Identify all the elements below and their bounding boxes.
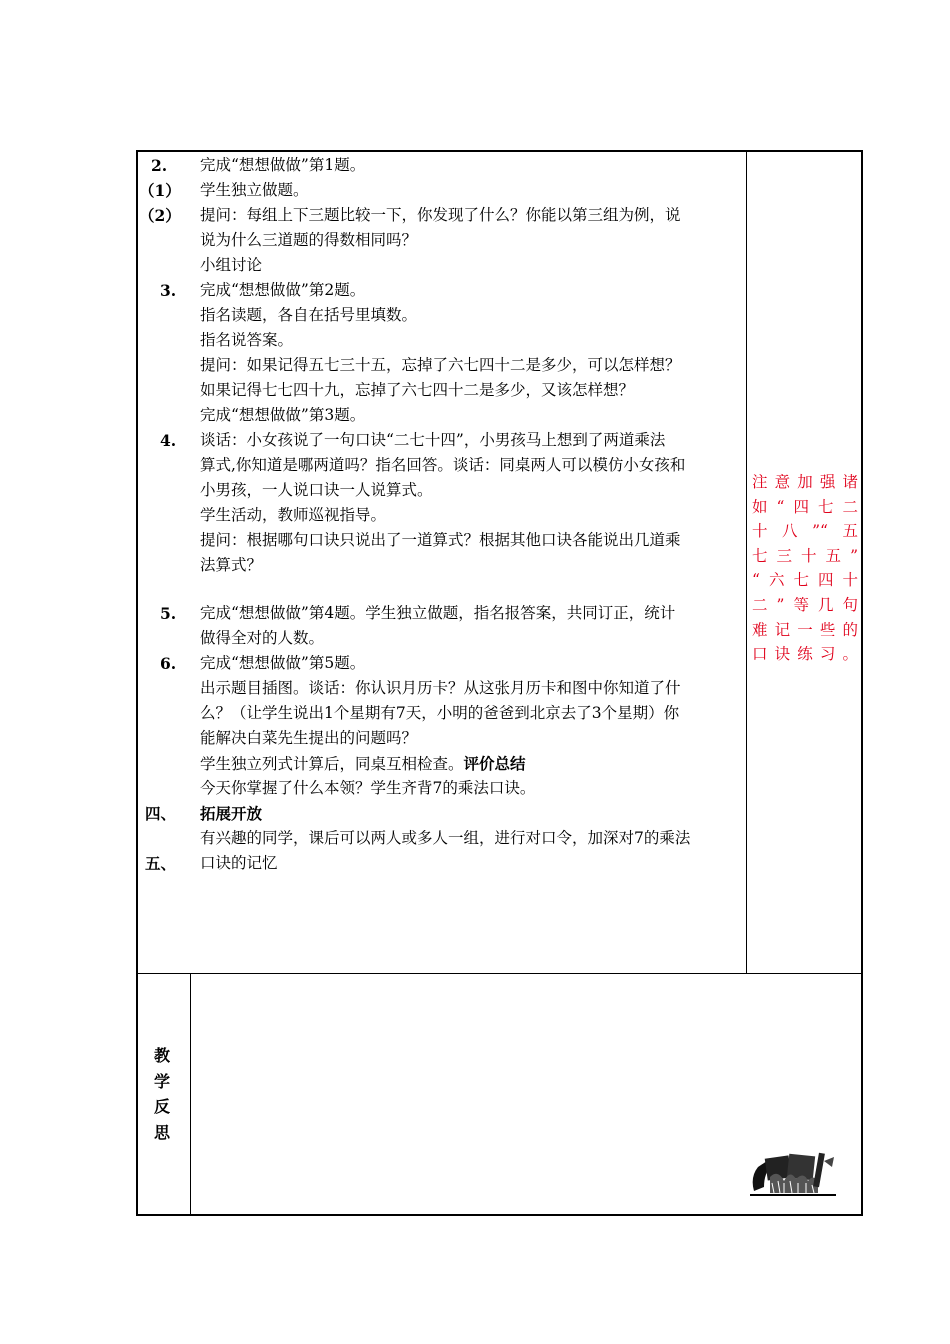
item-number-4: 4. [160,431,177,450]
note-line: 如“四七二 [752,497,858,516]
note-line: 二”等几句 [752,595,858,614]
text-line: 提问：根据哪句口诀只说出了一道算式？根据其他口诀各能说出几道乘 [200,531,681,549]
text-line: 学生独立做题。 [200,181,309,199]
text-line: 谈话：小女孩说了一句口诀“二七十四”，小男孩马上想到了两道乘法 [200,431,666,449]
text-line: 法算式？ [200,556,263,574]
heading-evaluation-summary: 评价总结 [463,754,526,773]
text-segment: 学生独立列式计算后，同桌互相检查。 [200,755,464,773]
text-line: 完成“想想做做”第1题。 [200,156,366,174]
text-line: 有兴趣的同学，课后可以两人或多人一组，进行对口令，加深对7的乘法 [200,829,691,847]
note-line: 口诀练习。 [752,645,858,664]
text-line: 算式,你知道是哪两道吗？指名回答。谈话：同桌两人可以模仿小女孩和 [200,456,686,474]
text-line: 完成“想想做做”第3题。 [200,406,366,424]
note-line: 难记一些的 [752,620,858,639]
item-number-p2: （2） [139,206,181,225]
section-divider [137,973,862,974]
reflection-label [150,1043,174,1145]
reflection-char: 学 [153,1071,170,1091]
section-number-4: 四、 [145,804,177,823]
clipart-reading-icon [748,1147,838,1199]
item-number-5: 5. [160,604,177,623]
text-line: 指名读题，各自在括号里填数。 [200,306,418,324]
column-divider [746,151,747,974]
text-line: 能解决白菜先生提出的问题吗？ [200,729,418,747]
text-line: 么？（让学生说出1个星期有7天，小明的爸爸到北京去了3个星期）你 [200,704,680,722]
item-number-3: 3. [160,281,177,300]
text-line: 指名说答案。 [200,331,294,349]
reflection-divider [190,974,191,1215]
text-line: 学生活动，教师巡视指导。 [200,506,387,524]
text-line: 完成“想想做做”第4题。学生独立做题，指名报答案，共同订正，统计 [200,604,676,622]
text-line: 出示题目插图。谈话：你认识月历卡？从这张月历卡和图中你知道了什 [200,679,681,697]
side-note [752,470,858,667]
text-line: 完成“想想做做”第5题。 [200,654,366,672]
text-line: 提问：每组上下三题比较一下，你发现了什么？你能以第三组为例，说 [200,206,681,224]
text-line: 做得全对的人数。 [200,629,325,647]
text-line: 说为什么三道题的得数相同吗？ [200,231,418,249]
item-number-6: 6. [160,654,177,673]
section-number-5: 五、 [145,854,177,873]
reflection-char: 思 [153,1122,170,1142]
text-line [200,751,526,777]
note-line: 七三十五” [752,546,858,565]
item-number-p1: （1） [139,181,181,200]
note-line: 注意加强诸 [752,473,858,491]
reflection-char: 反 [153,1097,170,1116]
item-number-2: 2. [151,156,168,175]
note-line: 十八”“五 [752,522,858,541]
note-line: “六七四十 [752,571,858,590]
heading-extension: 拓展开放 [200,804,263,823]
text-line: 今天你掌握了什么本领？学生齐背7的乘法口诀。 [200,779,536,797]
text-line: 提问：如果记得五七三十五，忘掉了六七四十二是多少，可以怎样想？ [200,356,681,374]
text-line: 小组讨论 [200,256,263,274]
text-line: 完成“想想做做”第2题。 [200,281,366,299]
text-line: 小男孩，一人说口诀一人说算式。 [200,481,433,499]
text-line: 如果记得七七四十九，忘掉了六七四十二是多少，又该怎样想？ [200,381,635,399]
text-line: 口诀的记忆 [200,854,278,872]
reflection-char: 教 [153,1046,170,1065]
